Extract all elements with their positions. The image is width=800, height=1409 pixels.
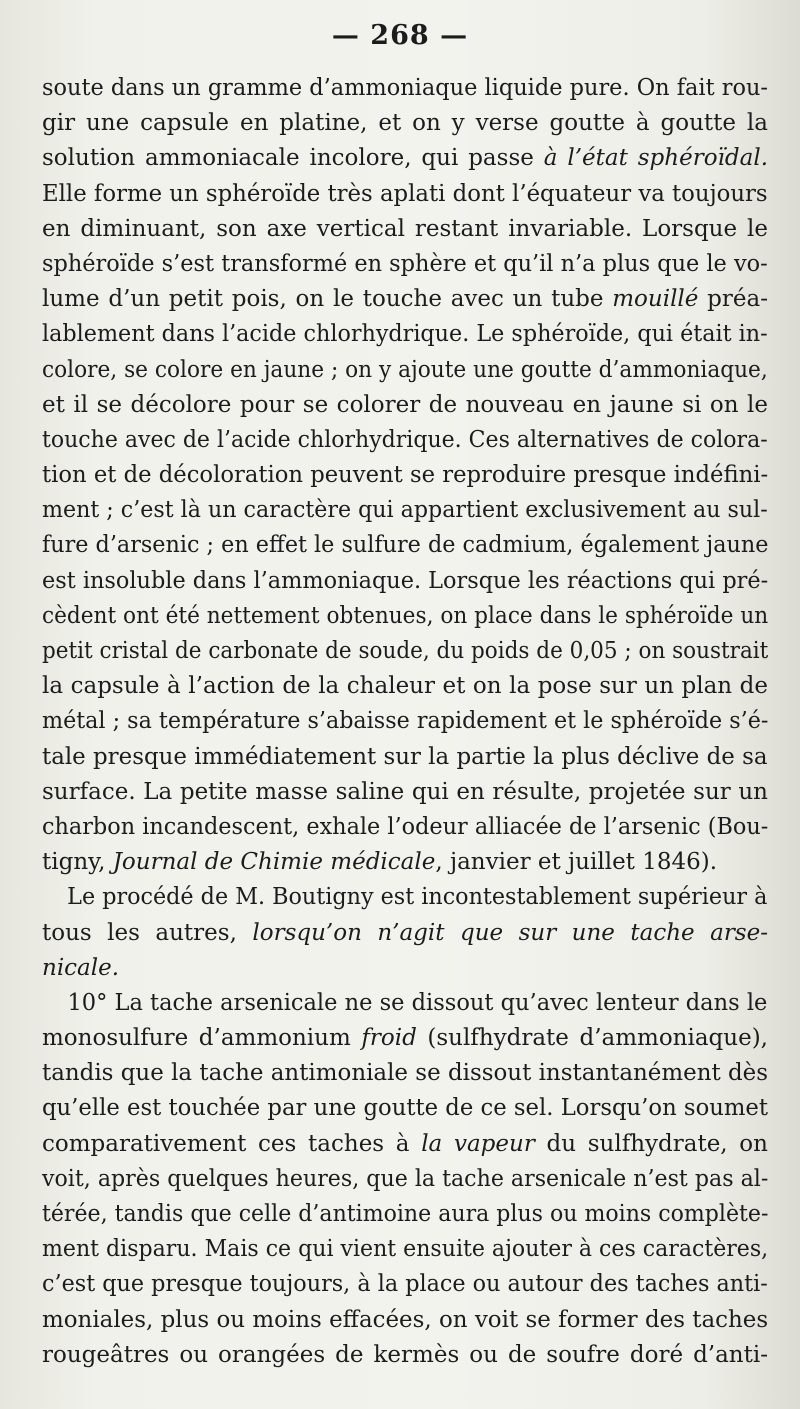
text-line (42, 775, 768, 810)
text-line (42, 353, 768, 388)
line-text: gir une capsule en platine, et on y verse goutte à goutte la (42, 110, 768, 137)
line-text: (sulfhydrate d’ammoniaque), (416, 1025, 768, 1052)
text-line (42, 177, 768, 212)
text-line (42, 317, 768, 352)
line-text: tale presque immédiatement sur la partie la plus déclive de sa (42, 743, 768, 770)
italic-text: la vapeur (421, 1130, 535, 1157)
line-text: et il se décolore pour se colorer de nouveau en jaune si on le (42, 391, 768, 418)
line-text: en diminuant, son axe vertical restant invariable. Lorsque le (42, 215, 768, 242)
line-text: cèdent ont été nettement obtenues, on place dans le sphéroïde un (42, 602, 769, 629)
text-line (42, 634, 768, 669)
line-text: tous les autres, (42, 919, 253, 946)
text-line (42, 1056, 768, 1091)
text-line (42, 1232, 768, 1267)
line-text: métal ; sa température s’abaisse rapidement et le sphéroïde s’é- (42, 708, 769, 735)
text-line (42, 1091, 768, 1126)
italic-text: à l’état sphéroïdal. (543, 145, 769, 172)
text-line (42, 1338, 768, 1373)
text-line (42, 1267, 768, 1302)
line-text: est insoluble dans l’ammoniaque. Lorsque les réactions qui pré- (42, 567, 769, 594)
text-line (42, 986, 793, 1021)
line-text: moniales, plus ou moins effacées, on voit se former des taches (42, 1306, 769, 1333)
text-line (42, 1021, 768, 1056)
text-line (42, 388, 768, 423)
line-text: fure d’arsenic ; en effet le sulfure de cadmium, également jaune (42, 532, 769, 559)
line-text: Elle forme un sphéroïde très aplati dont l’équateur va toujours (42, 180, 768, 207)
text-line (42, 71, 768, 106)
line-text: touche avec de l’acide chlorhydrique. Ces alternatives de colora- (42, 426, 768, 453)
text-line (42, 1127, 768, 1162)
line-text: tion et de décoloration peuvent se reproduire presque indéfini- (42, 462, 769, 489)
line-text: térée, tandis que celle d’antimoine aura plus ou moins complète- (42, 1201, 769, 1227)
italic-text: froid (361, 1025, 417, 1052)
italic-text: Journal de Chimie médicale (112, 849, 436, 876)
text-line (42, 951, 768, 986)
text-line (42, 423, 768, 458)
line-text: 10° La tache arsenicale ne se dissout qu’avec lenteur dans le (67, 989, 768, 1016)
text-line (42, 458, 768, 493)
text-line (42, 880, 792, 915)
line-text: charbon incandescent, exhale l’odeur alliacée de l’arsenic (Bou- (42, 813, 769, 840)
text-line (42, 212, 768, 247)
line-text: Le procédé de M. Boutigny est incontestablement supérieur à (67, 884, 768, 911)
line-text: qu’elle est touchée par une goutte de ce sel. Lorsqu’on soumet (42, 1095, 769, 1122)
italic-text: lorsqu’on n’agit que sur une tache arse- (252, 919, 768, 946)
line-text: monosulfure d’ammonium (42, 1025, 362, 1052)
line-text: tandis que la tache antimoniale se dissout instantanément dès (42, 1060, 769, 1087)
line-text: lablement dans l’acide chlorhydrique. Le sphéroïde, qui était in- (42, 321, 768, 348)
line-text: solution ammoniacale incolore, qui passe (42, 145, 544, 172)
text-line (42, 141, 768, 176)
line-text: petit cristal de carbonate de soude, du poids de 0,05 ; on soustrait (42, 638, 769, 664)
text-line (42, 669, 768, 704)
text-line (42, 810, 768, 845)
body-text (42, 71, 768, 1373)
line-text: préa- (698, 286, 768, 313)
text-line (42, 704, 768, 739)
line-text: ment disparu. Mais ce qui vient ensuite ajouter à ces caractères, (42, 1236, 769, 1263)
line-text: comparativement ces taches à (42, 1130, 422, 1157)
line-text: sphéroïde s’est transformé en sphère et qu’il n’a plus que le vo- (42, 250, 768, 277)
page-number: — 268 — (331, 20, 469, 51)
text-line (42, 282, 768, 317)
text-line (42, 564, 768, 599)
line-text: c’est que presque toujours, à la place ou autour des taches anti- (42, 1271, 768, 1298)
line-text: du sulfhydrate, on (534, 1130, 768, 1157)
text-line (42, 740, 768, 775)
text-line (42, 1197, 768, 1232)
text-line (42, 845, 768, 880)
line-text: tigny, (42, 849, 113, 876)
text-line (42, 1162, 768, 1197)
italic-text: mouillé (612, 286, 699, 313)
text-line (42, 1303, 768, 1338)
text-line (42, 916, 768, 951)
line-text: surface. La petite masse saline qui en résulte, projetée sur un (42, 778, 768, 805)
line-text: colore, se colore en jaune ; on y ajoute une goutte d’ammoniaque, (42, 356, 768, 383)
line-text: voit, après quelques heures, que la tache arsenicale n’est pas al- (42, 1165, 769, 1192)
text-line (42, 247, 768, 282)
line-text: ment ; c’est là un caractère qui appartient exclusivement au sul- (42, 497, 768, 524)
line-text: , janvier et juillet 1846). (435, 849, 718, 876)
text-line (42, 599, 768, 634)
line-text: la capsule à l’action de la chaleur et on la pose sur un plan de (42, 673, 768, 700)
line-text: lume d’un petit pois, on le touche avec un tube (42, 286, 613, 313)
text-line (42, 528, 768, 563)
text-line (42, 493, 768, 528)
text-line (42, 106, 768, 141)
italic-text: nicale. (42, 954, 120, 981)
line-text: rougeâtres ou orangées de kermès ou de soufre doré d’anti- (42, 1341, 768, 1368)
line-text: soute dans un gramme d’ammoniaque liquide pure. On fait rou- (42, 75, 769, 101)
